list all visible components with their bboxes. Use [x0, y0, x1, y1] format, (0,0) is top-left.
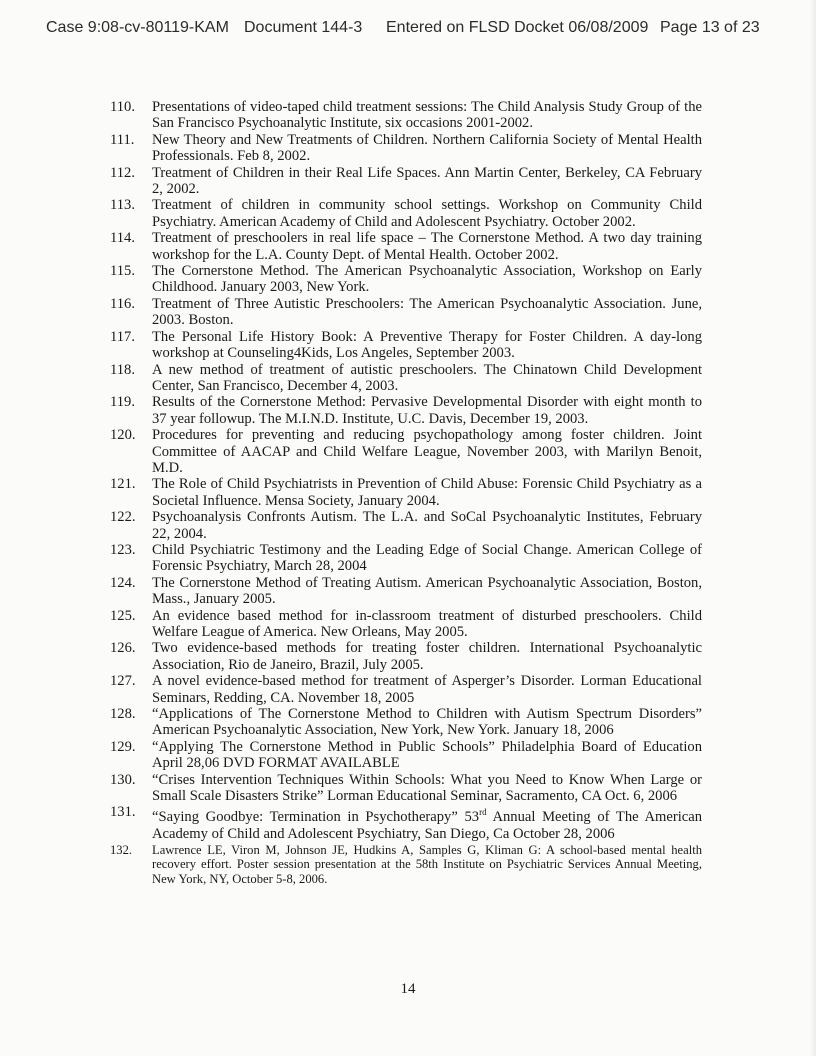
item-number: 121. — [110, 476, 136, 493]
document-number: Document 144-3 — [244, 19, 363, 36]
docket-header — [46, 19, 766, 41]
item-number: 127. — [110, 673, 136, 690]
item-text: The Role of Child Psychiatrists in Prevention of Child Abuse: Forensic Child Psychiatry as a Societal Influence. Mensa Society, January 2004. — [152, 476, 702, 509]
list-item — [110, 99, 702, 132]
list-item — [110, 329, 702, 362]
list-item — [110, 263, 702, 296]
item-number: 132. — [110, 843, 133, 858]
item-text: Treatment of preschoolers in real life space – The Cornerstone Method. A two day training workshop for the L.A. County Dept. of Mental Health. October 2002. — [152, 230, 702, 263]
item-number: 131. — [110, 804, 136, 821]
item-text: An evidence based method for in-classroom treatment of disturbed preschoolers. Child Welfare League of America. New Orleans, May 2005. — [152, 607, 702, 640]
page-of-total: Page 13 of 23 — [660, 19, 760, 36]
case-number: Case 9:08-cv-80119-KAM — [46, 19, 229, 36]
item-text: Procedures for preventing and reducing psychopathology among foster children. Joint Committee of AACAP and Child Welfare League, November 2003, with Marilyn Benoit, M.D. — [152, 427, 702, 476]
entered-date: Entered on FLSD Docket 06/08/2009 — [386, 19, 649, 36]
item-text: The Cornerstone Method. The American Psychoanalytic Association, Workshop on Early Childhood. January 2003, New York. — [152, 263, 702, 296]
item-number: 117. — [110, 328, 135, 345]
item-number: 129. — [110, 738, 136, 755]
item-number: 113. — [110, 197, 135, 214]
item-text: “Applying The Cornerstone Method in Public Schools” Philadelphia Board of Education April 28,06 DVD FORMAT AVAILABLE — [152, 738, 702, 772]
item-number: 122. — [110, 509, 136, 526]
list-item — [110, 362, 702, 395]
list-item — [110, 739, 702, 772]
item-number: 110. — [110, 99, 135, 115]
list-item — [110, 673, 702, 706]
scan-edge-shadow — [810, 0, 816, 1056]
page-number: 14 — [400, 981, 416, 997]
list-item — [110, 804, 702, 842]
item-number: 118. — [110, 361, 135, 378]
item-number: 115. — [110, 263, 135, 280]
list-item — [110, 427, 702, 476]
list-item — [110, 542, 702, 575]
item-number: 126. — [110, 640, 136, 657]
list-item — [110, 772, 702, 805]
item-text: New Theory and New Treatments of Children. Northern California Society of Mental Health Professionals. Feb 8, 2002. — [152, 131, 702, 165]
item-number: 111. — [110, 131, 135, 148]
list-item — [110, 843, 702, 886]
list-item — [110, 706, 702, 739]
item-text: Treatment of Children in their Real Life Spaces. Ann Martin Center, Berkeley, CA February 2, 2002. — [152, 164, 702, 198]
list-item — [110, 296, 702, 329]
list-item — [110, 476, 702, 509]
item-number: 120. — [110, 427, 136, 444]
item-text: “Crises Intervention Techniques Within Schools: What you Need to Know When Large or Small Scale Disasters Strike” Lorman Educational Seminar, Sacramento, CA Oct. 6, 2006 — [152, 771, 702, 805]
list-item — [110, 575, 702, 608]
item-text: Treatment of Three Autistic Preschoolers: The American Psychoanalytic Association. June, 2003. Boston. — [152, 295, 702, 329]
item-text: The Personal Life History Book: A Preventive Therapy for Foster Children. A day-long workshop at Counseling4Kids, Los Angeles, September 2003. — [152, 328, 702, 362]
item-text: Treatment of children in community school settings. Workshop on Community Child Psychiatry. American Academy of Child and Adolescent Psychiatry. October 2002. — [152, 197, 702, 230]
item-number: 119. — [110, 394, 135, 411]
list-item — [110, 165, 702, 198]
list-item — [110, 608, 702, 641]
list-item — [110, 197, 702, 230]
item-text: Presentations of video-taped child treatment sessions: The Child Analysis Study Group of the San Francisco Psychoanalytic Institute, six occasions 2001-2002. — [152, 99, 702, 132]
item-number: 130. — [110, 771, 136, 788]
item-number: 125. — [110, 607, 136, 624]
item-text: “Saying Goodbye: Termination in Psychotherapy” 53rd Annual Meeting of The American Academy of Child and Adolescent Psychiatry, San Diego, Ca October 28, 2006 — [152, 807, 703, 842]
item-text: Psychoanalysis Confronts Autism. The L.A. and SoCal Psychoanalytic Institutes, February 22, 2004. — [152, 509, 702, 542]
item-number: 128. — [110, 706, 136, 723]
item-text: A novel evidence-based method for treatment of Asperger’s Disorder. Lorman Educational Seminars, Redding, CA. November 18, 2005 — [152, 673, 702, 706]
item-text: Lawrence LE, Viron M, Johnson JE, Hudkins A, Samples G, Kliman G: A school-based mental health recovery effort. Poster session presentation at the 58th Institute on Psychiatric Services Annual Meeting, New York, NY, October 5-8, 2006. — [152, 843, 702, 886]
item-number: 116. — [110, 295, 135, 312]
list-item — [110, 394, 702, 427]
item-text: A new method of treatment of autistic preschoolers. The Chinatown Child Development Center, San Francisco, December 4, 2003. — [152, 361, 702, 394]
item-number: 124. — [110, 574, 136, 591]
list-item — [110, 132, 702, 165]
item-number: 112. — [110, 164, 135, 181]
item-text: “Applications of The Cornerstone Method to Children with Autism Spectrum Disorders” American Psychoanalytic Association, New York, New York. January 18, 2006 — [152, 706, 702, 739]
ordinal-suffix: rd — [479, 807, 487, 818]
list-item — [110, 640, 702, 673]
list-item — [110, 509, 702, 542]
item-text: Child Psychiatric Testimony and the Leading Edge of Social Change. American College of Forensic Psychiatry, March 28, 2004 — [152, 541, 702, 575]
item-text: The Cornerstone Method of Treating Autism. American Psychoanalytic Association, Boston, Mass., January 2005. — [152, 574, 702, 608]
item-number: 114. — [110, 230, 135, 247]
item-text: Results of the Cornerstone Method: Pervasive Developmental Disorder with eight month to 37 year followup. The M.I.N.D. Institute, U.C. Davis, December 19, 2003. — [152, 394, 702, 427]
list-item — [110, 230, 702, 263]
presentations-list — [110, 99, 702, 886]
item-text: Two evidence-based methods for treating foster children. International Psychoanalytic Association, Rio de Janeiro, Brazil, July 2005. — [152, 640, 702, 673]
item-number: 123. — [110, 541, 136, 558]
